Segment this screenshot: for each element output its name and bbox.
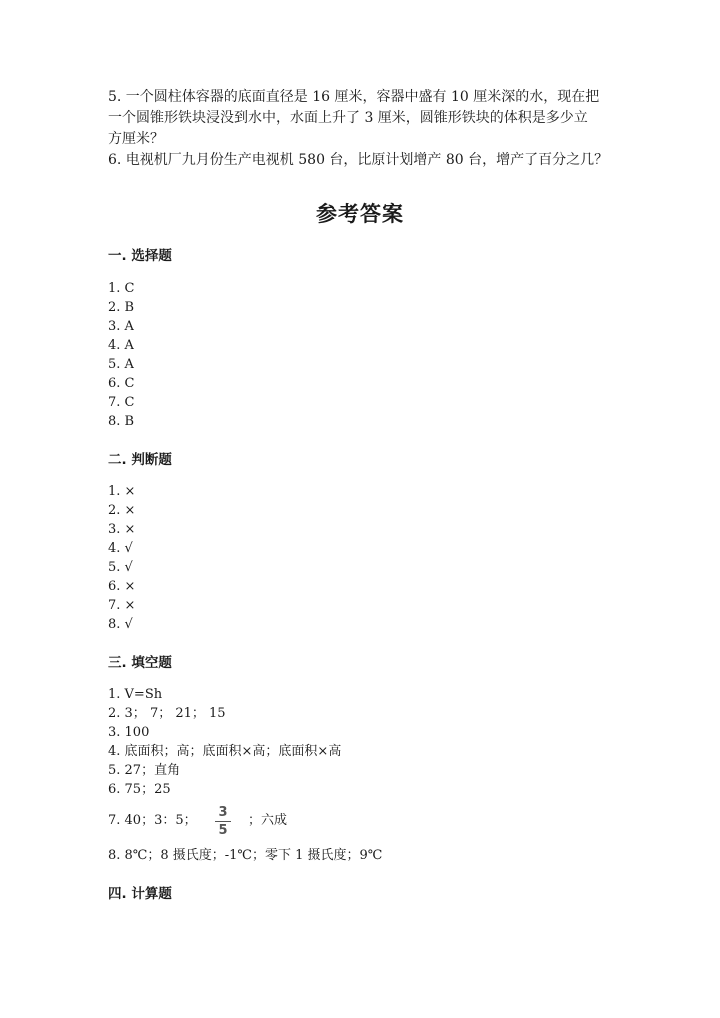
fill-answer: 3. 100: [108, 725, 150, 740]
choice-answer: 8. B: [108, 414, 135, 429]
choice-answer: 6. C: [108, 376, 135, 391]
problem-5-line-2: 一个圆锥形铁块浸没到水中，水面上升了 3 厘米，圆锥形铁块的体积是多少立: [108, 110, 588, 126]
judgement-answer: 8. √: [108, 617, 133, 632]
fraction: [214, 805, 232, 838]
fill-answer: 5. 27；直角: [108, 763, 181, 778]
choice-answer: 4. A: [108, 338, 134, 353]
judgement-answer: 2. ×: [108, 503, 136, 518]
fill-answer: 2. 3； 7； 21； 15: [108, 706, 226, 721]
fill-answer: 6. 75；25: [108, 782, 171, 797]
problem-6: 6. 电视机厂九月份生产电视机 580 台，比原计划增产 80 台，增产了百分之几？: [108, 152, 609, 168]
fraction-denominator: 5: [218, 823, 228, 838]
fill-answer-8: 8. 8℃；8 摄氏度；-1℃；零下 1 摄氏度；9℃: [108, 848, 383, 863]
section-heading-fill-blank: 三. 填空题: [108, 655, 172, 671]
section-heading-judgement: 二. 判断题: [108, 452, 172, 468]
fill-answer-7-prefix: 7. 40；3：5；: [108, 813, 197, 828]
section-heading-choice: 一. 选择题: [108, 248, 172, 264]
problem-5-line-3: 方厘米？: [108, 131, 164, 147]
fraction-bar: [215, 821, 231, 822]
section-heading-calculation: 四. 计算题: [108, 886, 172, 902]
choice-answer: 5. A: [108, 357, 134, 372]
judgement-answer: 3. ×: [108, 522, 136, 537]
choice-answer: 1. C: [108, 281, 135, 296]
judgement-answer: 5. √: [108, 560, 133, 575]
fraction-numerator: 3: [218, 805, 228, 820]
fill-answer: 4. 底面积；高；底面积×高；底面积×高: [108, 744, 342, 759]
answer-key-title: 参考答案: [316, 202, 404, 226]
choice-answer: 2. B: [108, 300, 135, 315]
fill-answer: 1. V=Sh: [108, 687, 163, 702]
choice-answer: 3. A: [108, 319, 134, 334]
judgement-answer: 4. √: [108, 541, 133, 556]
judgement-answer: 6. ×: [108, 579, 136, 594]
choice-answer: 7. C: [108, 395, 135, 410]
problem-5-line-1: 5. 一个圆柱体容器的底面直径是 16 厘米，容器中盛有 10 厘米深的水，现在把: [108, 89, 600, 105]
judgement-answer: 7. ×: [108, 598, 136, 613]
judgement-answer: 1. ×: [108, 484, 136, 499]
fill-answer-7-suffix: ；六成: [248, 813, 288, 828]
